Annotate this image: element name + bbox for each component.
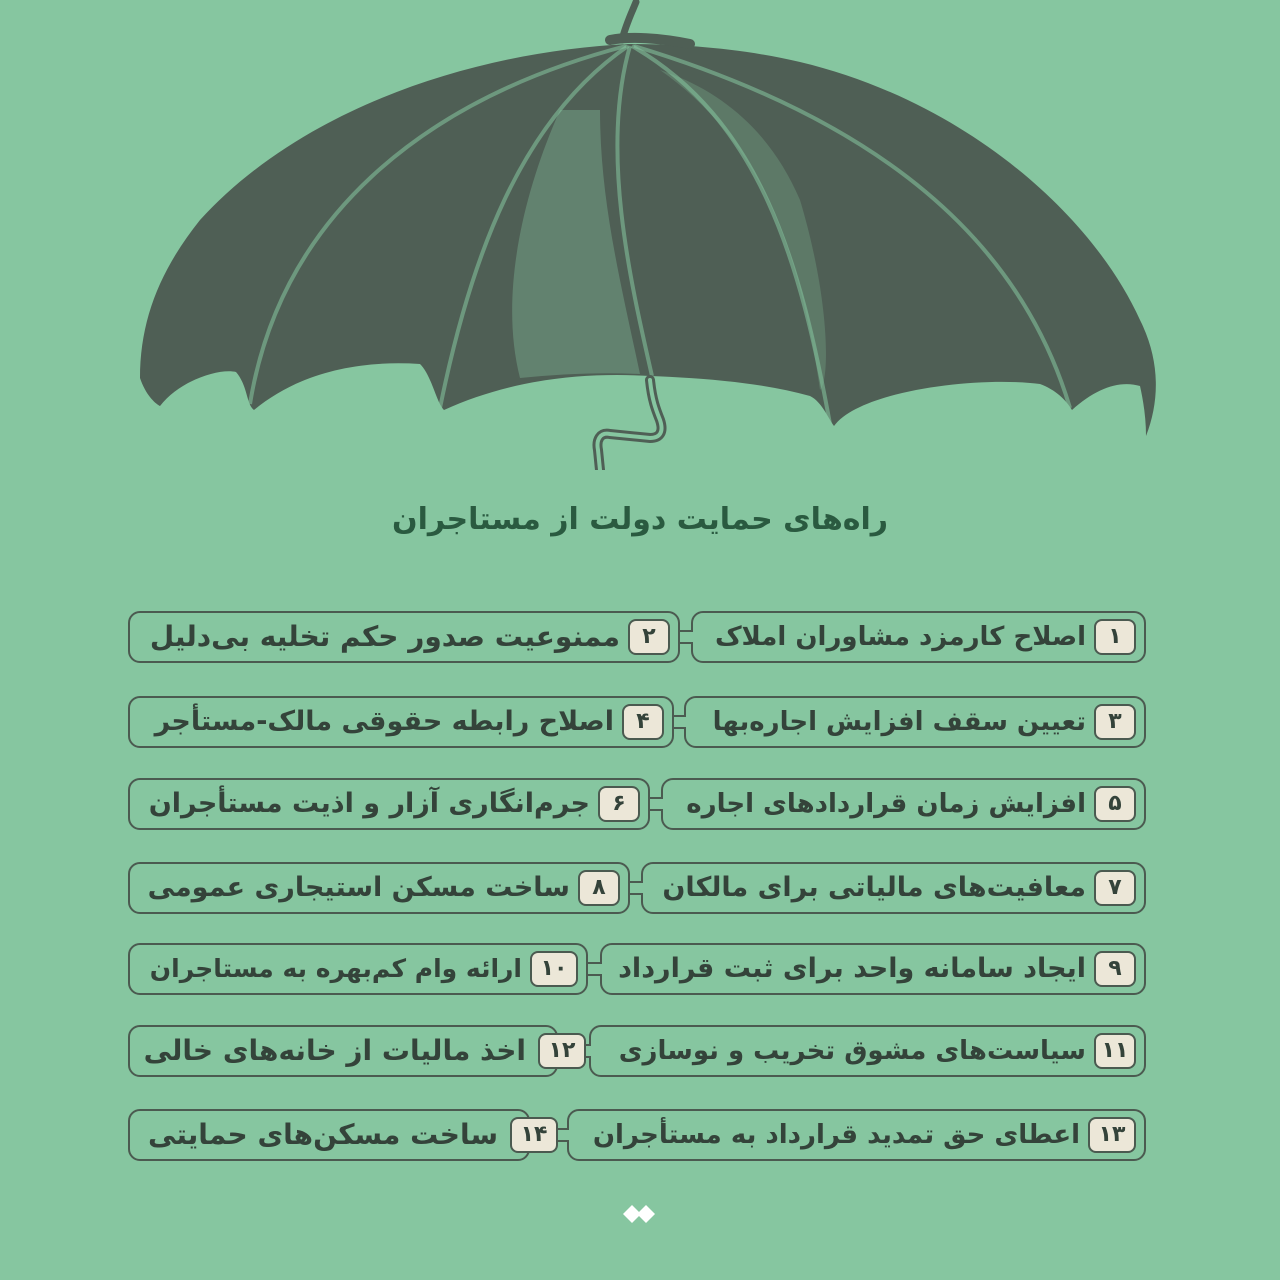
item-3-number: ۳ bbox=[1094, 704, 1136, 740]
item-connector bbox=[678, 630, 693, 644]
item-6-number: ۶ bbox=[598, 786, 640, 822]
item-connector bbox=[628, 881, 643, 895]
item-2-number: ۲ bbox=[628, 619, 670, 655]
item-1-label: اصلاح کارمزد مشاوران املاک bbox=[714, 622, 1086, 652]
brand-logo-icon bbox=[621, 1203, 657, 1225]
item-13-label: اعطای حق تمدید قرارداد به مستأجران bbox=[592, 1120, 1080, 1150]
list-item-12 bbox=[128, 1025, 576, 1077]
item-4-number: ۴ bbox=[622, 704, 664, 740]
item-4-label: اصلاح رابطه حقوقی مالک-مستأجر bbox=[154, 706, 614, 737]
item-13-number: ۱۳ bbox=[1088, 1117, 1136, 1153]
item-connector bbox=[648, 797, 663, 811]
list-item-2 bbox=[128, 611, 680, 663]
list-item-9 bbox=[600, 943, 1146, 995]
item-12-label: اخذ مالیات از خانه‌های خالی bbox=[143, 1034, 526, 1067]
item-connector bbox=[586, 962, 602, 976]
list-item-5 bbox=[661, 778, 1146, 830]
list-item-3 bbox=[684, 696, 1146, 748]
item-8-number: ۸ bbox=[578, 870, 620, 906]
item-5-label: افزایش زمان قراردادهای اجاره bbox=[686, 789, 1086, 819]
item-9-label: ایجاد سامانه واحد برای ثبت قرارداد bbox=[618, 953, 1086, 984]
item-10-label: ارائه وام کم‌بهره به مستاجران bbox=[149, 954, 522, 983]
list-item-1 bbox=[691, 611, 1146, 663]
item-3-label: تعیین سقف افزایش اجاره‌بها bbox=[712, 707, 1086, 737]
item-8-label: ساخت مسکن استیجاری عمومی bbox=[147, 872, 570, 903]
item-12-number: ۱۲ bbox=[538, 1033, 586, 1069]
list-item-8 bbox=[128, 862, 630, 914]
item-connector bbox=[672, 715, 686, 729]
list-item-13 bbox=[567, 1109, 1146, 1161]
item-14-label: ساخت مسکن‌های حمایتی bbox=[148, 1118, 498, 1151]
item-11-number: ۱۱ bbox=[1094, 1033, 1136, 1069]
item-6-label: جرم‌انگاری آزار و اذیت مستأجران bbox=[148, 788, 590, 819]
item-9-number: ۹ bbox=[1094, 951, 1136, 987]
item-14-number: ۱۴ bbox=[510, 1117, 558, 1153]
item-2-label: ممنوعیت صدور حکم تخلیه بی‌دلیل bbox=[149, 620, 620, 653]
item-10-number: ۱۰ bbox=[530, 951, 578, 987]
item-5-number: ۵ bbox=[1094, 786, 1136, 822]
item-7-label: معافیت‌های مالیاتی برای مالکان bbox=[662, 872, 1086, 903]
list-item-7 bbox=[641, 862, 1146, 914]
list-item-14 bbox=[128, 1109, 548, 1161]
list-item-10 bbox=[128, 943, 588, 995]
list-item-6 bbox=[128, 778, 650, 830]
item-7-number: ۷ bbox=[1094, 870, 1136, 906]
page-title: راه‌های حمایت دولت از مستاجران bbox=[391, 502, 889, 537]
umbrella-illustration bbox=[0, 0, 1280, 470]
list-item-11 bbox=[589, 1025, 1146, 1077]
item-11-label: سیاست‌های مشوق تخریب و نوسازی bbox=[618, 1036, 1086, 1066]
list-item-4 bbox=[128, 696, 674, 748]
item-1-number: ۱ bbox=[1094, 619, 1136, 655]
